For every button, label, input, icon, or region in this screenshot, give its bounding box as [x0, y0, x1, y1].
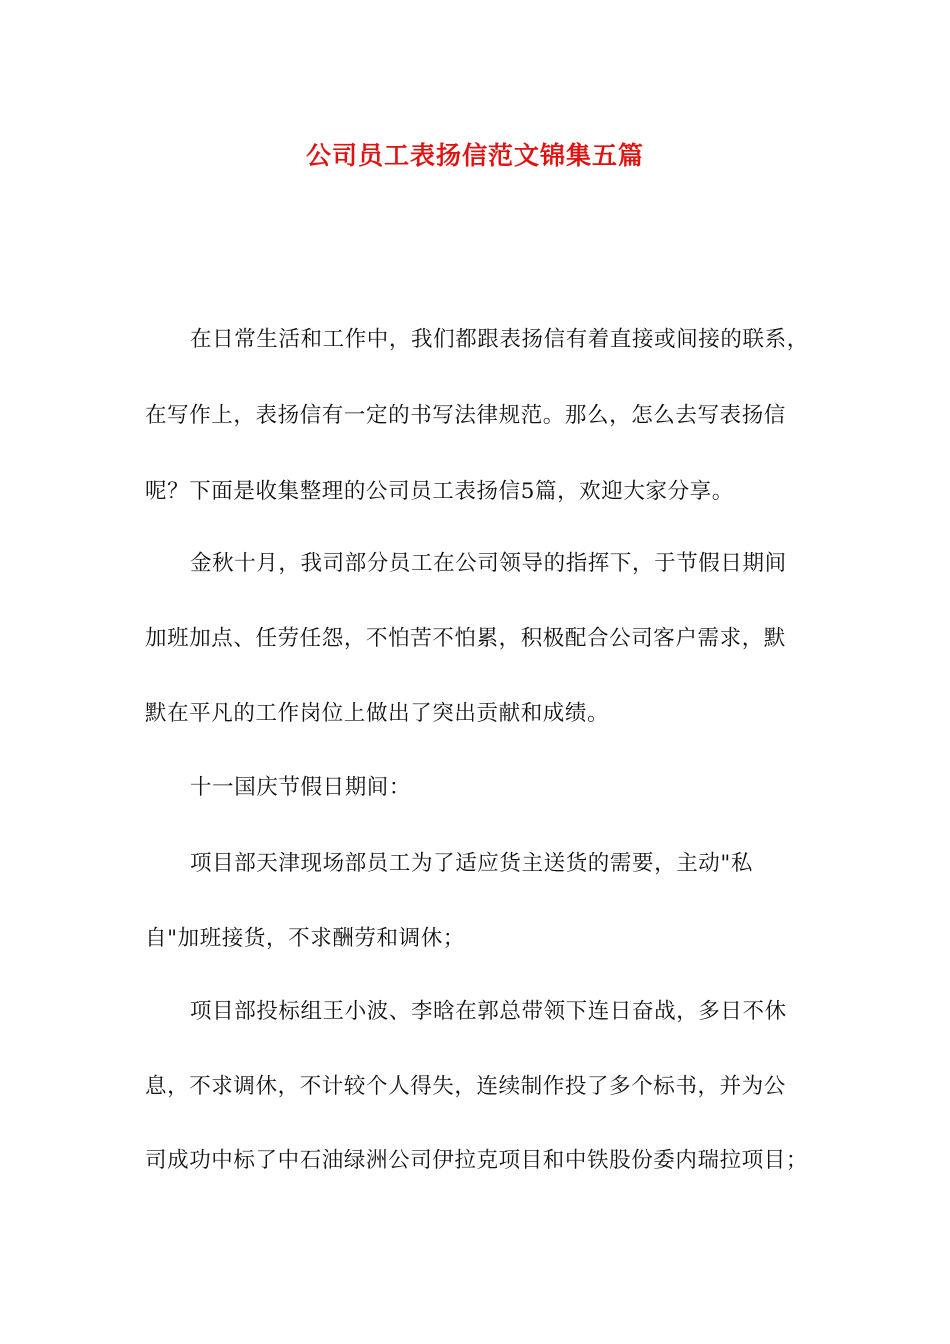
body-line: 项目部投标组王小波、李晗在郭总带领下连日奋战，多日不休	[190, 999, 787, 1024]
body-line: 在日常生活和工作中，我们都跟表扬信有着直接或间接的联系，	[190, 327, 809, 352]
body-line: 默在平凡的工作岗位上做出了突出贡献和成绩。	[145, 701, 610, 726]
body-line: 加班加点、任劳任怨，不怕苦不怕累，积极配合公司客户需求，默	[145, 626, 786, 651]
body-line: 金秋十月，我司部分员工在公司领导的指挥下，于节假日期间	[190, 551, 787, 576]
body-line: 呢？下面是收集整理的公司员工表扬信5篇，欢迎大家分享。	[145, 479, 734, 504]
body-line: 息，不求调休，不计较个人得失，连续制作投了多个标书，并为公	[145, 1074, 786, 1099]
body-line: 十一国庆节假日期间：	[190, 775, 412, 800]
body-line: 司成功中标了中石油绿洲公司伊拉克项目和中铁股份委内瑞拉项目；	[145, 1148, 809, 1173]
body-line: 在写作上，表扬信有一定的书写法律规范。那么，怎么去写表扬信	[145, 403, 786, 428]
body-line: 自"加班接货，不求酬劳和调休；	[145, 926, 465, 951]
body-line: 项目部天津现场部员工为了适应货主送货的需要，主动"私	[190, 851, 753, 876]
document-title: 公司员工表扬信范文锦集五篇	[305, 141, 644, 170]
